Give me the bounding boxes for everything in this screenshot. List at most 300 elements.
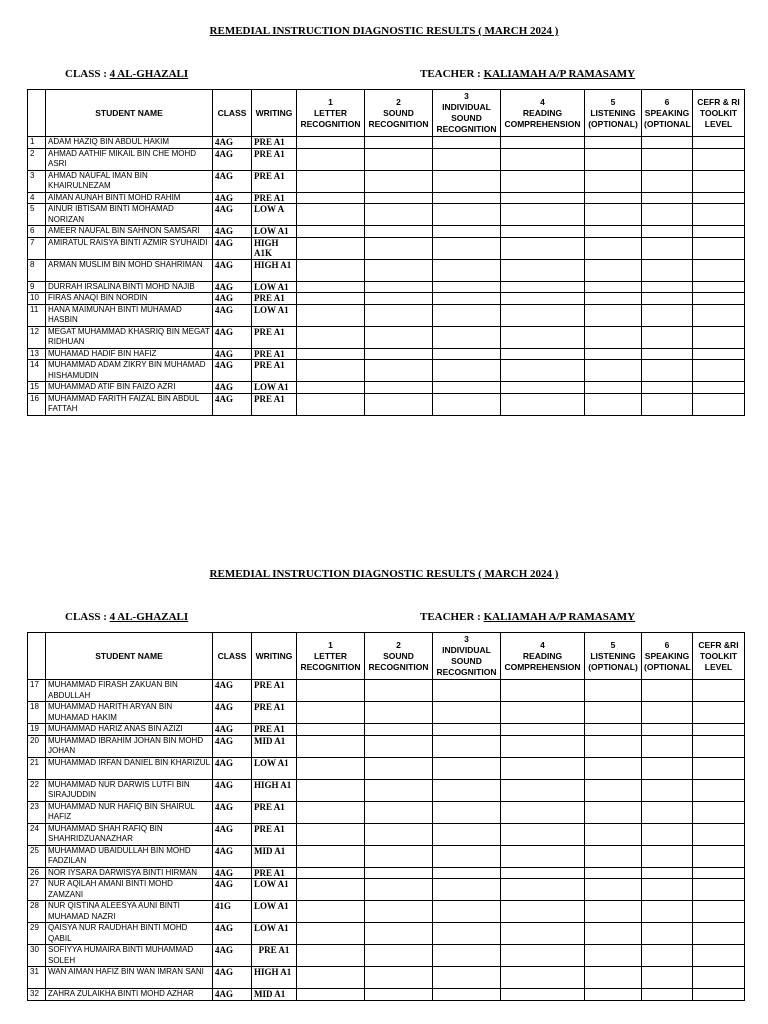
- header-no: [28, 633, 46, 680]
- row-number: 14: [28, 360, 46, 382]
- sound-recognition-cell: [365, 735, 433, 757]
- writing-level: LOW A1: [252, 879, 297, 901]
- sound-recognition-cell: [365, 680, 433, 702]
- writing-level: HIGH A1: [252, 259, 297, 281]
- speaking-cell: [642, 237, 693, 259]
- student-name: MUHAMMAD FARITH FAIZAL BIN ABDUL FATTAH: [46, 393, 213, 415]
- report-title: REMEDIAL INSTRUCTION DIAGNOSTIC RESULTS ( MARCH 2024 ): [209, 568, 559, 580]
- sound-recognition-cell: [365, 237, 433, 259]
- letter-recognition-cell: [297, 326, 365, 348]
- row-number: 7: [28, 237, 46, 259]
- student-name: MUHAMAD HADIF BIN HAFIZ: [46, 348, 213, 360]
- sound-recognition-cell: [365, 801, 433, 823]
- speaking-cell: [642, 326, 693, 348]
- row-number: 16: [28, 393, 46, 415]
- reading-comprehension-cell: [501, 281, 585, 293]
- student-name: FIRAS ANAQI BIN NORDIN: [46, 293, 213, 305]
- student-class: 4AG: [213, 779, 252, 801]
- cefr-level-cell: [693, 326, 745, 348]
- letter-recognition-cell: [297, 757, 365, 779]
- writing-level: LOW A1: [252, 304, 297, 326]
- speaking-cell: [642, 226, 693, 238]
- cefr-level-cell: [693, 945, 745, 967]
- sound-recognition-cell: [365, 137, 433, 149]
- cefr-level-cell: [693, 989, 745, 1001]
- letter-recognition-cell: [297, 259, 365, 281]
- individual-sound-cell: [433, 293, 501, 305]
- listening-cell: [585, 702, 642, 724]
- class-label: CLASS :: [65, 68, 107, 80]
- listening-cell: [585, 237, 642, 259]
- letter-recognition-cell: [297, 137, 365, 149]
- speaking-cell: [642, 204, 693, 226]
- listening-cell: [585, 801, 642, 823]
- individual-sound-cell: [433, 382, 501, 394]
- individual-sound-cell: [433, 170, 501, 192]
- listening-cell: [585, 259, 642, 281]
- student-name: AINUR IBTISAM BINTI MOHAMAD NORIZAN: [46, 204, 213, 226]
- reading-comprehension-cell: [501, 989, 585, 1001]
- row-number: 8: [28, 259, 46, 281]
- student-name: WAN AIMAN HAFIZ BIN WAN IMRAN SANI: [46, 967, 213, 989]
- listening-cell: [585, 326, 642, 348]
- results-table: [27, 89, 745, 416]
- cefr-level-cell: [693, 867, 745, 879]
- listening-cell: [585, 989, 642, 1001]
- header-reading-comprehension: 4 READING COMPREHENSION: [501, 90, 585, 137]
- cefr-level-cell: [693, 823, 745, 845]
- row-number: 30: [28, 945, 46, 967]
- listening-cell: [585, 967, 642, 989]
- speaking-cell: [642, 360, 693, 382]
- table-row: [28, 702, 745, 724]
- student-name: AMIRATUL RAISYA BINTI AZMIR SYUHAIDI: [46, 237, 213, 259]
- reading-comprehension-cell: [501, 680, 585, 702]
- cefr-level-cell: [693, 204, 745, 226]
- letter-recognition-cell: [297, 901, 365, 923]
- header-listening: 5 LISTENING (OPTIONAL): [585, 90, 642, 137]
- header-listening: 5 LISTENING (OPTIONAL): [585, 633, 642, 680]
- table-row: [28, 304, 745, 326]
- letter-recognition-cell: [297, 360, 365, 382]
- individual-sound-cell: [433, 204, 501, 226]
- header-writing: WRITING: [252, 90, 297, 137]
- student-name: MUHAMMAD ATIF BIN FAIZO AZRI: [46, 382, 213, 394]
- table-row: [28, 757, 745, 779]
- individual-sound-cell: [433, 259, 501, 281]
- student-class: 4AG: [213, 148, 252, 170]
- table-row: [28, 845, 745, 867]
- student-class: 4AG: [213, 724, 252, 736]
- student-name: DURRAH IRSALINA BINTI MOHD NAJIB: [46, 281, 213, 293]
- listening-cell: [585, 923, 642, 945]
- table-row: [28, 680, 745, 702]
- speaking-cell: [642, 901, 693, 923]
- sound-recognition-cell: [365, 326, 433, 348]
- student-name: NOR IYSARA DARWISYA BINTI HIRMAN: [46, 867, 213, 879]
- listening-cell: [585, 382, 642, 394]
- sound-recognition-cell: [365, 945, 433, 967]
- letter-recognition-cell: [297, 304, 365, 326]
- sound-recognition-cell: [365, 779, 433, 801]
- speaking-cell: [642, 845, 693, 867]
- individual-sound-cell: [433, 757, 501, 779]
- letter-recognition-cell: [297, 845, 365, 867]
- letter-recognition-cell: [297, 393, 365, 415]
- row-number: 28: [28, 901, 46, 923]
- listening-cell: [585, 823, 642, 845]
- listening-cell: [585, 724, 642, 736]
- writing-level: PRE A1: [252, 148, 297, 170]
- speaking-cell: [642, 724, 693, 736]
- table-row: [28, 779, 745, 801]
- student-class: 4AG: [213, 304, 252, 326]
- row-number: 21: [28, 757, 46, 779]
- sound-recognition-cell: [365, 867, 433, 879]
- individual-sound-cell: [433, 326, 501, 348]
- sound-recognition-cell: [365, 724, 433, 736]
- student-name: NUR QISTINA ALEESYA AUNI BINTI MUHAMAD NAZRI: [46, 901, 213, 923]
- reading-comprehension-cell: [501, 823, 585, 845]
- header-class: CLASS: [213, 90, 252, 137]
- row-number: 3: [28, 170, 46, 192]
- cefr-level-cell: [693, 192, 745, 204]
- row-number: 27: [28, 879, 46, 901]
- sound-recognition-cell: [365, 382, 433, 394]
- student-name: MUHAMMAD ADAM ZIKRY BIN MUHAMAD HISHAMUDIN: [46, 360, 213, 382]
- class-line: [65, 68, 188, 80]
- speaking-cell: [642, 148, 693, 170]
- cefr-level-cell: [693, 137, 745, 149]
- student-class: 4AG: [213, 867, 252, 879]
- header-letter-recognition: 1 LETTER RECOGNITION: [297, 633, 365, 680]
- sound-recognition-cell: [365, 226, 433, 238]
- letter-recognition-cell: [297, 348, 365, 360]
- individual-sound-cell: [433, 702, 501, 724]
- individual-sound-cell: [433, 393, 501, 415]
- writing-level: PRE A1: [252, 702, 297, 724]
- writing-level: MID A1: [252, 845, 297, 867]
- student-class: 4AG: [213, 360, 252, 382]
- listening-cell: [585, 393, 642, 415]
- writing-level: PRE A1: [252, 170, 297, 192]
- reading-comprehension-cell: [501, 237, 585, 259]
- individual-sound-cell: [433, 879, 501, 901]
- cefr-level-cell: [693, 923, 745, 945]
- reading-comprehension-cell: [501, 702, 585, 724]
- class-line: [65, 611, 188, 623]
- speaking-cell: [642, 923, 693, 945]
- sound-recognition-cell: [365, 293, 433, 305]
- reading-comprehension-cell: [501, 360, 585, 382]
- student-name: HANA MAIMUNAH BINTI MUHAMAD HASBIN: [46, 304, 213, 326]
- student-name: MUHAMMAD HARIZ ANAS BIN AZIZI: [46, 724, 213, 736]
- student-name: MUHAMMAD NUR DARWIS LUTFI BIN SIRAJUDDIN: [46, 779, 213, 801]
- student-class: 4AG: [213, 801, 252, 823]
- row-number: 6: [28, 226, 46, 238]
- row-number: 9: [28, 281, 46, 293]
- individual-sound-cell: [433, 967, 501, 989]
- letter-recognition-cell: [297, 735, 365, 757]
- header-cefr-level: CEFR & RI TOOLKIT LEVEL: [693, 90, 745, 137]
- reading-comprehension-cell: [501, 226, 585, 238]
- table-row: [28, 393, 745, 415]
- writing-level: MID A1: [252, 989, 297, 1001]
- writing-level: LOW A1: [252, 281, 297, 293]
- individual-sound-cell: [433, 724, 501, 736]
- reading-comprehension-cell: [501, 779, 585, 801]
- table-row: [28, 989, 745, 1001]
- listening-cell: [585, 901, 642, 923]
- table-row: [28, 360, 745, 382]
- student-class: 4AG: [213, 393, 252, 415]
- letter-recognition-cell: [297, 879, 365, 901]
- letter-recognition-cell: [297, 923, 365, 945]
- letter-recognition-cell: [297, 237, 365, 259]
- student-class: 4AG: [213, 879, 252, 901]
- speaking-cell: [642, 735, 693, 757]
- table-row: [28, 137, 745, 149]
- row-number: 18: [28, 702, 46, 724]
- cefr-level-cell: [693, 879, 745, 901]
- speaking-cell: [642, 945, 693, 967]
- listening-cell: [585, 757, 642, 779]
- writing-level: PRE A1: [252, 393, 297, 415]
- sound-recognition-cell: [365, 192, 433, 204]
- student-class: 4AG: [213, 989, 252, 1001]
- student-name: QAISYA NUR RAUDHAH BINTI MOHD QABIL: [46, 923, 213, 945]
- table-row: [28, 967, 745, 989]
- cefr-level-cell: [693, 845, 745, 867]
- speaking-cell: [642, 382, 693, 394]
- speaking-cell: [642, 779, 693, 801]
- individual-sound-cell: [433, 680, 501, 702]
- cefr-level-cell: [693, 680, 745, 702]
- reading-comprehension-cell: [501, 192, 585, 204]
- header-sound-recognition: 2 SOUND RECOGNITION: [365, 633, 433, 680]
- student-class: 4AG: [213, 259, 252, 281]
- writing-level: PRE A1: [252, 348, 297, 360]
- listening-cell: [585, 945, 642, 967]
- reading-comprehension-cell: [501, 170, 585, 192]
- individual-sound-cell: [433, 281, 501, 293]
- writing-level: PRE A1: [252, 867, 297, 879]
- student-name: MUHAMMAD IRFAN DANIEL BIN KHARIZUL: [46, 757, 213, 779]
- teacher-value: KALIAMAH A/P RAMASAMY: [483, 611, 636, 623]
- letter-recognition-cell: [297, 226, 365, 238]
- speaking-cell: [642, 281, 693, 293]
- individual-sound-cell: [433, 192, 501, 204]
- listening-cell: [585, 779, 642, 801]
- reading-comprehension-cell: [501, 923, 585, 945]
- writing-level: PRE A1: [252, 724, 297, 736]
- writing-level: PRE A1: [252, 192, 297, 204]
- speaking-cell: [642, 823, 693, 845]
- reading-comprehension-cell: [501, 148, 585, 170]
- row-number: 2: [28, 148, 46, 170]
- row-number: 22: [28, 779, 46, 801]
- listening-cell: [585, 293, 642, 305]
- header-speaking: 6 SPEAKING (OPTIONAL: [642, 633, 693, 680]
- report-title: REMEDIAL INSTRUCTION DIAGNOSTIC RESULTS ( MARCH 2024 ): [209, 25, 559, 37]
- table-row: [28, 170, 745, 192]
- header-individual-sound-recognition: 3 INDIVIDUAL SOUND RECOGNITION: [433, 633, 501, 680]
- cefr-level-cell: [693, 967, 745, 989]
- cefr-level-cell: [693, 393, 745, 415]
- teacher-label: TEACHER :: [420, 611, 481, 623]
- student-name: ADAM HAZIQ BIN ABDUL HAKIM: [46, 137, 213, 149]
- cefr-level-cell: [693, 304, 745, 326]
- reading-comprehension-cell: [501, 845, 585, 867]
- student-class: 4AG: [213, 293, 252, 305]
- row-number: 13: [28, 348, 46, 360]
- row-number: 25: [28, 845, 46, 867]
- speaking-cell: [642, 967, 693, 989]
- student-name: MUHAMMAD NUR HAFIQ BIN SHAIRUL HAFIZ: [46, 801, 213, 823]
- table-row: [28, 226, 745, 238]
- listening-cell: [585, 226, 642, 238]
- individual-sound-cell: [433, 901, 501, 923]
- sound-recognition-cell: [365, 845, 433, 867]
- student-class: 4AG: [213, 923, 252, 945]
- class-value: 4 AL-GHAZALI: [109, 68, 189, 80]
- cefr-level-cell: [693, 779, 745, 801]
- speaking-cell: [642, 680, 693, 702]
- student-name: MUHAMMAD IBRAHIM JOHAN BIN MOHD JOHAN: [46, 735, 213, 757]
- reading-comprehension-cell: [501, 945, 585, 967]
- table-row: [28, 879, 745, 901]
- student-class: 4AG: [213, 823, 252, 845]
- letter-recognition-cell: [297, 293, 365, 305]
- cefr-level-cell: [693, 170, 745, 192]
- sound-recognition-cell: [365, 702, 433, 724]
- speaking-cell: [642, 702, 693, 724]
- sound-recognition-cell: [365, 823, 433, 845]
- writing-level: PRE A1: [252, 293, 297, 305]
- sound-recognition-cell: [365, 360, 433, 382]
- table-row: [28, 204, 745, 226]
- sound-recognition-cell: [365, 757, 433, 779]
- speaking-cell: [642, 393, 693, 415]
- individual-sound-cell: [433, 923, 501, 945]
- letter-recognition-cell: [297, 724, 365, 736]
- letter-recognition-cell: [297, 945, 365, 967]
- letter-recognition-cell: [297, 867, 365, 879]
- reading-comprehension-cell: [501, 326, 585, 348]
- listening-cell: [585, 192, 642, 204]
- table-row: [28, 192, 745, 204]
- writing-level: LOW A1: [252, 226, 297, 238]
- speaking-cell: [642, 801, 693, 823]
- reading-comprehension-cell: [501, 259, 585, 281]
- individual-sound-cell: [433, 226, 501, 238]
- table-row: [28, 945, 745, 967]
- sound-recognition-cell: [365, 967, 433, 989]
- row-number: 11: [28, 304, 46, 326]
- reading-comprehension-cell: [501, 879, 585, 901]
- listening-cell: [585, 170, 642, 192]
- sound-recognition-cell: [365, 393, 433, 415]
- writing-level: PRE A1: [252, 801, 297, 823]
- student-class: 41G: [213, 901, 252, 923]
- writing-level: HIGH A1: [252, 967, 297, 989]
- writing-level: LOW A1: [252, 923, 297, 945]
- reading-comprehension-cell: [501, 393, 585, 415]
- table-row: [28, 823, 745, 845]
- student-class: 4AG: [213, 281, 252, 293]
- sound-recognition-cell: [365, 170, 433, 192]
- writing-level: PRE A1: [252, 326, 297, 348]
- speaking-cell: [642, 348, 693, 360]
- speaking-cell: [642, 192, 693, 204]
- student-class: 4AG: [213, 945, 252, 967]
- student-name: MUHAMMAD UBAIDULLAH BIN MOHD FADZILAN: [46, 845, 213, 867]
- listening-cell: [585, 680, 642, 702]
- listening-cell: [585, 879, 642, 901]
- reading-comprehension-cell: [501, 137, 585, 149]
- cefr-level-cell: [693, 259, 745, 281]
- student-class: 4AG: [213, 326, 252, 348]
- speaking-cell: [642, 293, 693, 305]
- student-name: ZAHRA ZULAIKHA BINTI MOHD AZHAR: [46, 989, 213, 1001]
- letter-recognition-cell: [297, 281, 365, 293]
- letter-recognition-cell: [297, 823, 365, 845]
- reading-comprehension-cell: [501, 757, 585, 779]
- sound-recognition-cell: [365, 259, 433, 281]
- row-number: 23: [28, 801, 46, 823]
- sound-recognition-cell: [365, 901, 433, 923]
- writing-level: MID A1: [252, 735, 297, 757]
- reading-comprehension-cell: [501, 967, 585, 989]
- student-name: MUHAMMAD FIRASH ZAKUAN BIN ABDULLAH: [46, 680, 213, 702]
- student-name: AMEER NAUFAL BIN SAHNON SAMSARI: [46, 226, 213, 238]
- writing-level: LOW A1: [252, 757, 297, 779]
- table-row: [28, 293, 745, 305]
- table-row: [28, 901, 745, 923]
- listening-cell: [585, 137, 642, 149]
- reading-comprehension-cell: [501, 867, 585, 879]
- row-number: 4: [28, 192, 46, 204]
- letter-recognition-cell: [297, 680, 365, 702]
- cefr-level-cell: [693, 382, 745, 394]
- teacher-label: TEACHER :: [420, 68, 481, 80]
- reading-comprehension-cell: [501, 304, 585, 326]
- table-row: [28, 735, 745, 757]
- individual-sound-cell: [433, 360, 501, 382]
- reading-comprehension-cell: [501, 293, 585, 305]
- reading-comprehension-cell: [501, 348, 585, 360]
- individual-sound-cell: [433, 801, 501, 823]
- individual-sound-cell: [433, 779, 501, 801]
- cefr-level-cell: [693, 237, 745, 259]
- listening-cell: [585, 845, 642, 867]
- table-row: [28, 148, 745, 170]
- individual-sound-cell: [433, 823, 501, 845]
- letter-recognition-cell: [297, 148, 365, 170]
- student-class: 4AG: [213, 967, 252, 989]
- individual-sound-cell: [433, 304, 501, 326]
- teacher-value: KALIAMAH A/P RAMASAMY: [483, 68, 636, 80]
- letter-recognition-cell: [297, 204, 365, 226]
- listening-cell: [585, 204, 642, 226]
- speaking-cell: [642, 304, 693, 326]
- row-number: 1: [28, 137, 46, 149]
- row-number: 26: [28, 867, 46, 879]
- cefr-level-cell: [693, 226, 745, 238]
- sound-recognition-cell: [365, 204, 433, 226]
- teacher-line: [420, 68, 635, 80]
- writing-level: LOW A1: [252, 382, 297, 394]
